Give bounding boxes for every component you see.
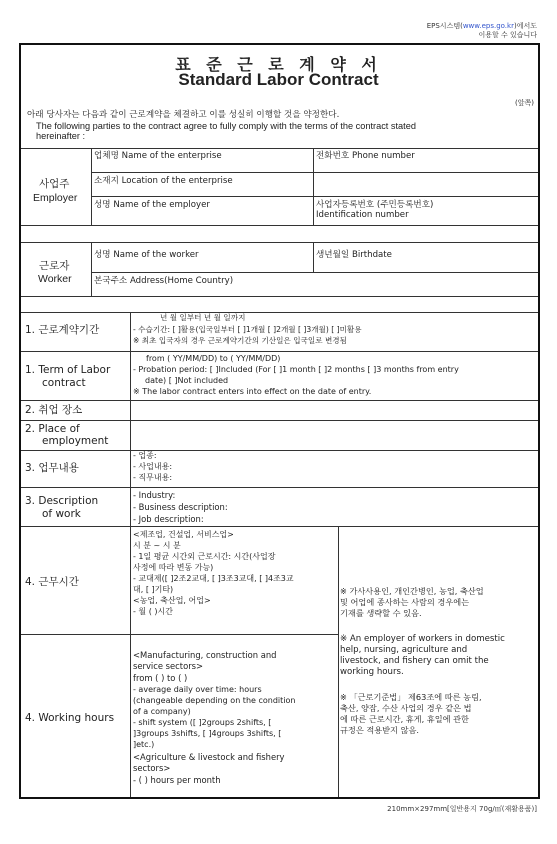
hours-en-line-7[interactable]: - shift system ([ ]2groups 2shifts, [: [133, 718, 272, 727]
note-1-line-2: 및 어업에 종사하는 사람의 경우에는: [340, 597, 470, 607]
job-label-en-1: 3. Description: [25, 495, 99, 507]
job-industry-ko[interactable]: - 업종:: [133, 451, 157, 460]
hours-label-ko: 4. 근무시간: [25, 576, 79, 588]
place-label-en-2: employment: [42, 435, 109, 447]
hours-en-line-8[interactable]: ]3groups 3shifts, [ ]4groups 3shifts, [: [133, 729, 282, 738]
job-industry-en[interactable]: - Industry:: [133, 490, 176, 500]
place-of-employment-field[interactable]: [132, 402, 536, 448]
job-description-en[interactable]: - Job description:: [133, 514, 204, 524]
paper-spec-footer: 210mm×297mm[일반용지 70g/㎡(재활용품)]: [387, 805, 537, 813]
note-2-line-3: livestock, and fishery can omit the: [340, 656, 489, 666]
phone-field[interactable]: 전화번호 Phone number: [316, 151, 415, 161]
employer-label-ko: 사업주: [39, 178, 70, 190]
place-label-ko: 2. 취업 장소: [25, 404, 83, 416]
place-label-en-1: 2. Place of: [25, 423, 80, 435]
hours-ko-line-3[interactable]: - 1일 평균 시간외 근로시간: 시간(사업장: [133, 552, 276, 561]
job-business-ko[interactable]: - 사업내용:: [133, 462, 173, 471]
hours-ko-line-5[interactable]: - 교대제([ ]2조2교대, [ ]3조3교대, [ ]4조3교: [133, 574, 294, 583]
probation-note-ko: ※ 최초 입국자의 경우 근로계약기간의 기산일은 입국일로 변경됨: [133, 336, 347, 345]
enterprise-location-field[interactable]: 소재지 Location of the enterprise: [94, 176, 233, 186]
hours-label-en: 4. Working hours: [25, 712, 115, 724]
hours-ko-line-4: 사정에 따라 변동 가능): [133, 563, 214, 572]
probation-line-en: - Probation period: [ ]Included (For [ ]1 month [ ]2 months [ ]3 months from entry: [133, 365, 459, 374]
intro-english-2: hereinafter :: [36, 131, 86, 141]
job-duty-ko[interactable]: - 직무내용:: [133, 473, 173, 482]
note-2-line-1: ※ An employer of workers in domestic: [340, 634, 505, 644]
registration-number-field[interactable]: 사업자등록번호 (주민등록번호): [316, 200, 434, 210]
probation-note-en: ※ The labor contract enters into effect on the date of entry.: [133, 387, 372, 396]
eps-note: EPS시스템(www.eps.go.kr)에서도 이용할 수 있습니다: [426, 22, 537, 39]
page-mark: (앞쪽): [515, 99, 534, 107]
job-label-en-2: of work: [42, 508, 81, 520]
note-3-line-2: 축산, 양잠, 수산 사업의 경우 같은 법: [340, 703, 472, 713]
probation-line-en-2: date) [ ]Not included: [145, 376, 229, 385]
employer-name-field[interactable]: 성명 Name of the employer: [94, 200, 210, 210]
hours-en-line-12[interactable]: - ( ) hours per month: [133, 775, 221, 785]
contract-term-label-en-1: 1. Term of Labor: [25, 364, 111, 376]
note-2-line-4: working hours.: [340, 667, 404, 677]
note-1-line-3: 기재를 생략할 수 있음.: [340, 608, 422, 618]
employer-label-en: Employer: [33, 192, 78, 204]
note-1-line-1: ※ 가사사용인, 개인간병인, 농업, 축산업: [340, 586, 484, 596]
note-3-line-3: 에 따른 근로시간, 휴게, 휴일에 관한: [340, 714, 469, 724]
hours-ko-line-6: 대, [ ]기타): [133, 585, 174, 594]
title-english: Standard Labor Contract: [178, 70, 379, 89]
birthdate-field[interactable]: 생년월일 Birthdate: [316, 250, 392, 260]
worker-label-ko: 근로자: [39, 260, 70, 272]
hours-en-line-4[interactable]: - average daily over time: hours: [133, 685, 262, 694]
hours-en-line-2: service sectors>: [133, 661, 204, 671]
home-address-field[interactable]: 본국주소 Address(Home Country): [94, 276, 234, 286]
probation-line-ko: - 수습기간: [ ]활용(입국일부터 [ ]1개월 [ ]2개월 [ ]3개월) [ ]미활용: [133, 325, 362, 334]
hours-en-line-3[interactable]: from ( ) to ( ): [133, 673, 188, 683]
note-2-line-2: help, nursing, agriculture and: [340, 645, 468, 655]
hours-en-line-1: <Manufacturing, construction and: [133, 650, 277, 660]
identification-number-label: Identification number: [316, 210, 409, 220]
enterprise-name-field[interactable]: 업체명 Name of the enterprise: [94, 151, 222, 161]
intro-english-1: The following parties to the contract agree to fully comply with the terms of the contract stated: [36, 121, 416, 131]
note-3-line-1: ※ 「근로기준법」 제63조에 따른 농림,: [340, 692, 482, 702]
job-label-ko: 3. 업무내용: [25, 462, 79, 474]
contract-term-label-en-2: contract: [42, 377, 86, 389]
hours-ko-line-1: <제조업, 건설업, 서비스업>: [133, 530, 234, 539]
hours-en-line-5: (changeable depending on the condition: [133, 696, 296, 705]
hours-en-line-9: ]etc.): [133, 740, 155, 749]
hours-ko-line-2[interactable]: 시 분 ~ 시 분: [133, 541, 181, 550]
hours-en-line-6: of a company): [133, 707, 191, 716]
worker-name-field[interactable]: 성명 Name of the worker: [94, 250, 199, 260]
contract-period-dates[interactable]: 년 월 일부터 년 월 일까지: [160, 313, 246, 322]
eps-link[interactable]: www.eps.go.kr: [462, 22, 514, 30]
hours-ko-line-8[interactable]: - 월 ( )시간: [133, 607, 173, 616]
title-korean: 표 준 근 로 계 약 서: [175, 55, 382, 74]
note-3-line-4: 규정은 적용받지 않음.: [340, 725, 419, 735]
intro-korean: 아래 당사자는 다음과 같이 근로계약을 체결하고 이를 성실히 이행할 것을 약정한다.: [27, 110, 340, 120]
hours-ko-line-7: <농업, 축산업, 어업>: [133, 596, 211, 605]
term-dates-en[interactable]: from ( YY/MM/DD) to ( YY/MM/DD): [146, 354, 281, 363]
job-business-en[interactable]: - Business description:: [133, 502, 228, 512]
contract-period-label-ko: 1. 근로계약기간: [25, 324, 100, 336]
hours-en-line-11: sectors>: [133, 763, 171, 773]
hours-en-line-10: <Agriculture & livestock and fishery: [133, 752, 285, 762]
worker-label-en: Worker: [38, 273, 72, 285]
